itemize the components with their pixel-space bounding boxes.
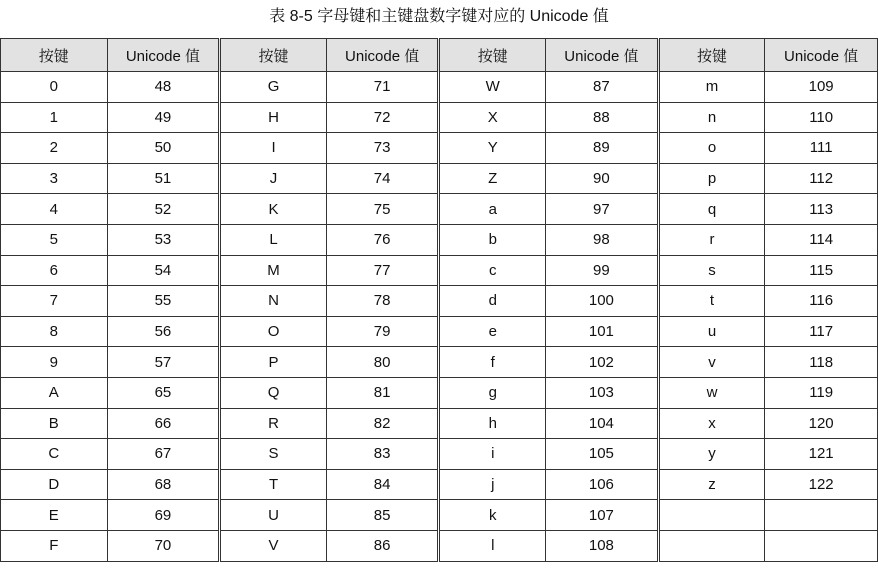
table-row (1, 133, 878, 164)
unicode-value-cell: 121 (765, 439, 878, 470)
table-row (1, 439, 878, 470)
header-cell: 按键 (1, 39, 108, 72)
key-cell: 7 (1, 286, 108, 317)
unicode-value-cell: 69 (107, 500, 220, 531)
unicode-value-cell: 106 (546, 469, 659, 500)
key-cell: r (658, 224, 765, 255)
key-cell: Z (439, 163, 546, 194)
table-row (1, 316, 878, 347)
key-cell: m (658, 72, 765, 103)
unicode-value-cell: 66 (107, 408, 220, 439)
unicode-value-cell: 107 (546, 500, 659, 531)
unicode-value-cell: 88 (546, 102, 659, 133)
unicode-value-cell: 51 (107, 163, 220, 194)
unicode-value-cell: 99 (546, 255, 659, 286)
table-row (1, 72, 878, 103)
unicode-value-cell: 118 (765, 347, 878, 378)
unicode-value-cell: 100 (546, 286, 659, 317)
unicode-value-cell: 76 (326, 224, 439, 255)
unicode-value-cell (765, 500, 878, 531)
key-cell: t (658, 286, 765, 317)
unicode-value-cell: 120 (765, 408, 878, 439)
key-cell: a (439, 194, 546, 225)
unicode-value-cell: 67 (107, 439, 220, 470)
key-cell: G (220, 72, 327, 103)
unicode-value-cell: 72 (326, 102, 439, 133)
key-cell: g (439, 377, 546, 408)
key-cell: o (658, 133, 765, 164)
unicode-value-cell: 78 (326, 286, 439, 317)
key-cell: M (220, 255, 327, 286)
key-cell: 6 (1, 255, 108, 286)
unicode-value-cell: 105 (546, 439, 659, 470)
key-cell: e (439, 316, 546, 347)
unicode-value-cell: 111 (765, 133, 878, 164)
key-cell: H (220, 102, 327, 133)
unicode-value-cell: 71 (326, 72, 439, 103)
key-cell: 3 (1, 163, 108, 194)
key-cell: h (439, 408, 546, 439)
unicode-value-cell: 83 (326, 439, 439, 470)
key-cell: R (220, 408, 327, 439)
unicode-value-cell: 49 (107, 102, 220, 133)
key-cell: 2 (1, 133, 108, 164)
unicode-value-cell: 104 (546, 408, 659, 439)
header-cell: Unicode 值 (326, 39, 439, 72)
key-cell: U (220, 500, 327, 531)
key-cell: A (1, 377, 108, 408)
key-cell: j (439, 469, 546, 500)
key-cell: f (439, 347, 546, 378)
unicode-value-cell: 65 (107, 377, 220, 408)
key-cell: V (220, 530, 327, 561)
unicode-value-cell: 80 (326, 347, 439, 378)
table-row (1, 255, 878, 286)
unicode-value-cell: 52 (107, 194, 220, 225)
unicode-value-cell: 50 (107, 133, 220, 164)
key-cell: 4 (1, 194, 108, 225)
key-cell: i (439, 439, 546, 470)
key-cell (658, 500, 765, 531)
table-row (1, 500, 878, 531)
key-cell: F (1, 530, 108, 561)
key-cell: T (220, 469, 327, 500)
key-cell: W (439, 72, 546, 103)
unicode-value-cell: 122 (765, 469, 878, 500)
unicode-value-cell: 113 (765, 194, 878, 225)
key-cell: 9 (1, 347, 108, 378)
table-row (1, 102, 878, 133)
key-cell: J (220, 163, 327, 194)
key-cell: Y (439, 133, 546, 164)
key-cell: v (658, 347, 765, 378)
unicode-value-cell: 55 (107, 286, 220, 317)
key-cell: k (439, 500, 546, 531)
unicode-value-cell: 48 (107, 72, 220, 103)
unicode-value-cell: 110 (765, 102, 878, 133)
unicode-value-cell: 68 (107, 469, 220, 500)
unicode-value-cell: 115 (765, 255, 878, 286)
unicode-value-cell: 53 (107, 224, 220, 255)
unicode-value-cell: 56 (107, 316, 220, 347)
unicode-value-cell: 90 (546, 163, 659, 194)
unicode-value-cell: 57 (107, 347, 220, 378)
key-cell: Q (220, 377, 327, 408)
key-cell: q (658, 194, 765, 225)
key-cell: E (1, 500, 108, 531)
key-cell: p (658, 163, 765, 194)
key-cell: c (439, 255, 546, 286)
unicode-value-cell: 109 (765, 72, 878, 103)
unicode-value-cell: 54 (107, 255, 220, 286)
unicode-value-cell: 82 (326, 408, 439, 439)
unicode-value-cell: 70 (107, 530, 220, 561)
header-cell: 按键 (220, 39, 327, 72)
key-cell: y (658, 439, 765, 470)
unicode-value-cell: 103 (546, 377, 659, 408)
unicode-value-cell (765, 530, 878, 561)
unicode-value-cell: 108 (546, 530, 659, 561)
unicode-value-cell: 84 (326, 469, 439, 500)
table-row (1, 377, 878, 408)
unicode-value-cell: 89 (546, 133, 659, 164)
unicode-value-cell: 77 (326, 255, 439, 286)
unicode-value-cell: 117 (765, 316, 878, 347)
key-cell: z (658, 469, 765, 500)
table-row (1, 347, 878, 378)
key-cell: s (658, 255, 765, 286)
key-cell: d (439, 286, 546, 317)
header-cell: 按键 (439, 39, 546, 72)
table-caption: 表 8-5 字母键和主键盘数字键对应的 Unicode 值 (269, 8, 609, 25)
unicode-value-cell: 116 (765, 286, 878, 317)
key-cell: 0 (1, 72, 108, 103)
unicode-value-cell: 114 (765, 224, 878, 255)
unicode-value-cell: 87 (546, 72, 659, 103)
unicode-table (0, 38, 878, 562)
key-cell: u (658, 316, 765, 347)
unicode-value-cell: 85 (326, 500, 439, 531)
key-cell: n (658, 102, 765, 133)
key-cell: 5 (1, 224, 108, 255)
unicode-value-cell: 73 (326, 133, 439, 164)
key-cell: C (1, 439, 108, 470)
unicode-value-cell: 75 (326, 194, 439, 225)
key-cell: S (220, 439, 327, 470)
key-cell: 8 (1, 316, 108, 347)
key-cell: x (658, 408, 765, 439)
unicode-value-cell: 79 (326, 316, 439, 347)
table-row (1, 224, 878, 255)
header-row (1, 39, 878, 72)
table-row (1, 408, 878, 439)
unicode-value-cell: 97 (546, 194, 659, 225)
header-cell: Unicode 值 (546, 39, 659, 72)
table-row (1, 163, 878, 194)
key-cell: O (220, 316, 327, 347)
key-cell: b (439, 224, 546, 255)
key-cell: K (220, 194, 327, 225)
unicode-value-cell: 98 (546, 224, 659, 255)
unicode-value-cell: 119 (765, 377, 878, 408)
table-row (1, 469, 878, 500)
table-row (1, 286, 878, 317)
unicode-value-cell: 81 (326, 377, 439, 408)
key-cell: w (658, 377, 765, 408)
header-cell: 按键 (658, 39, 765, 72)
table-row (1, 530, 878, 561)
table-row (1, 194, 878, 225)
key-cell: l (439, 530, 546, 561)
unicode-value-cell: 86 (326, 530, 439, 561)
key-cell (658, 530, 765, 561)
unicode-value-cell: 102 (546, 347, 659, 378)
table-body (1, 72, 878, 562)
unicode-value-cell: 74 (326, 163, 439, 194)
unicode-value-cell: 112 (765, 163, 878, 194)
key-cell: D (1, 469, 108, 500)
key-cell: X (439, 102, 546, 133)
key-cell: B (1, 408, 108, 439)
header-cell: Unicode 值 (107, 39, 220, 72)
unicode-value-cell: 101 (546, 316, 659, 347)
header-cell: Unicode 值 (765, 39, 878, 72)
key-cell: L (220, 224, 327, 255)
key-cell: P (220, 347, 327, 378)
key-cell: I (220, 133, 327, 164)
key-cell: N (220, 286, 327, 317)
key-cell: 1 (1, 102, 108, 133)
